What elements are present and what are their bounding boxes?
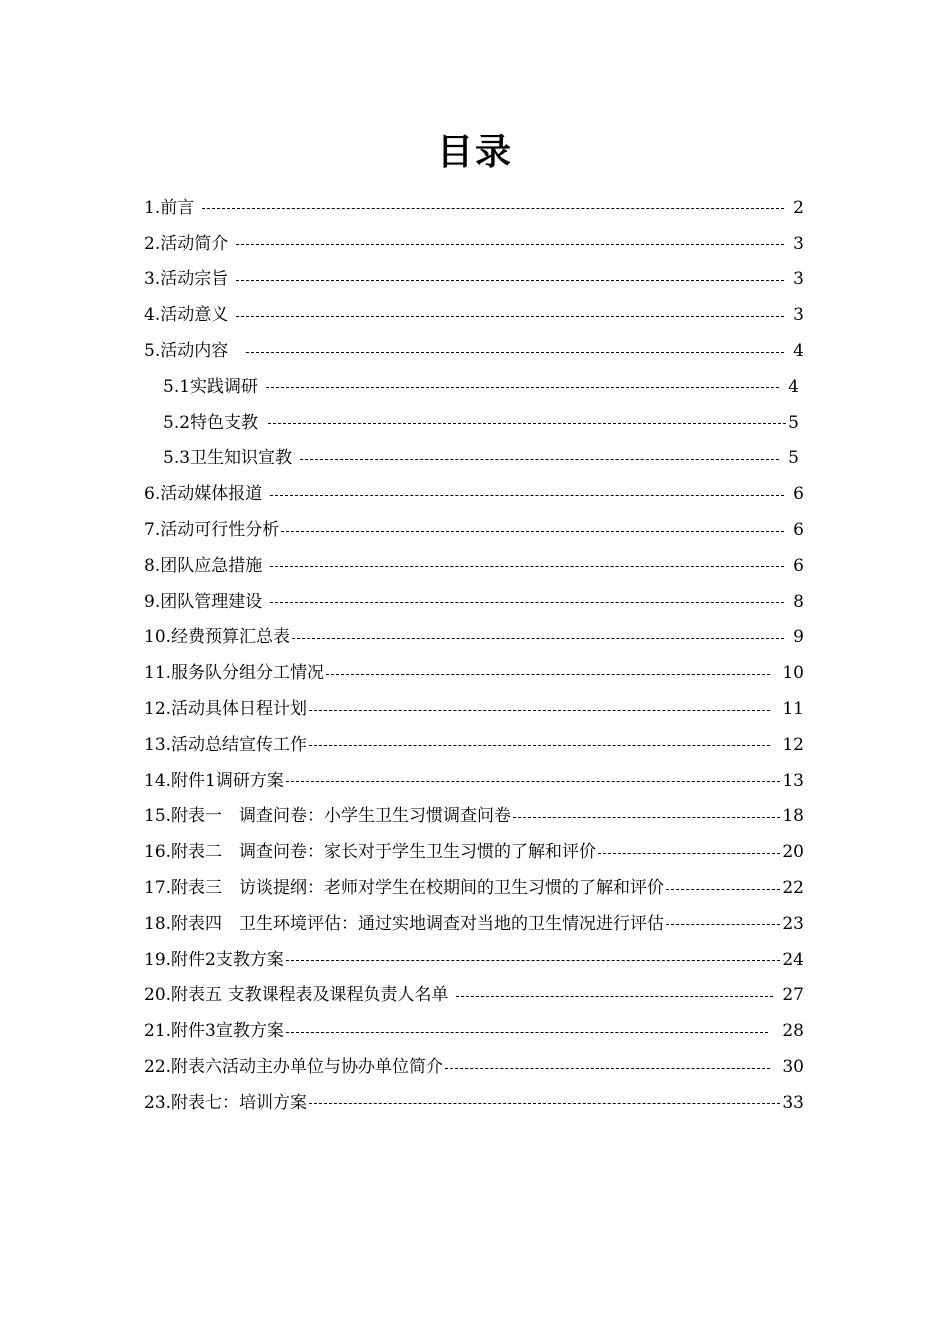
toc-leader-line	[666, 924, 780, 925]
toc-page-number: 18	[782, 806, 804, 827]
toc-page-number: 6	[793, 555, 804, 576]
toc-page-number: 23	[782, 913, 804, 934]
toc-entry-9[interactable]	[0, 584, 950, 620]
toc-leader-line	[268, 423, 786, 424]
toc-entry-label: 17.附表三 访谈提纲：老师对学生在校期间的卫生习惯的了解和评价	[144, 878, 665, 899]
toc-leader-line	[266, 387, 779, 388]
toc-page-number: 9	[793, 627, 804, 648]
toc-page-number: 2	[793, 197, 804, 218]
toc-entry-8[interactable]	[0, 548, 950, 584]
toc-leader-line	[513, 817, 780, 818]
toc-entry-label: 4.活动意义	[144, 305, 229, 326]
toc-entry-label: 5.2特色支教	[163, 412, 259, 433]
toc-leader-line	[292, 638, 784, 639]
table-of-contents	[0, 190, 950, 1121]
toc-entry-label: 23.附表七：培训方案	[144, 1092, 308, 1113]
toc-entry-15[interactable]	[0, 799, 950, 835]
toc-entry-4[interactable]	[0, 297, 950, 333]
toc-entry-label: 7.活动可行性分析	[144, 520, 280, 541]
toc-entry-10[interactable]	[0, 620, 950, 656]
toc-entry-label: 16.附表二 调查问卷：家长对于学生卫生习惯的了解和评价	[144, 842, 597, 863]
toc-entry-label: 5.活动内容	[144, 341, 229, 362]
toc-leader-line	[286, 1032, 769, 1033]
page-title: 目录	[436, 131, 513, 173]
toc-leader-line	[456, 996, 773, 997]
toc-entry-label: 15.附表一 调查问卷：小学生卫生习惯调查问卷	[144, 806, 512, 827]
toc-leader-line	[236, 316, 784, 317]
toc-entry-label: 18.附表四 卫生环境评估：通过实地调查对当地的卫生情况进行评估	[144, 913, 665, 934]
toc-entry-label: 10.经费预算汇总表	[144, 627, 291, 648]
toc-entry-13[interactable]	[0, 727, 950, 763]
toc-leader-line	[281, 531, 784, 532]
toc-leader-line	[309, 1103, 780, 1104]
toc-page-number: 22	[782, 878, 804, 899]
toc-leader-line	[286, 960, 781, 961]
toc-entry-3[interactable]	[0, 262, 950, 298]
toc-page-number: 3	[793, 305, 804, 326]
toc-leader-line	[666, 889, 780, 890]
toc-entry-label: 12.活动具体日程计划	[144, 699, 308, 720]
toc-entry-label: 13.活动总结宣传工作	[144, 734, 308, 755]
toc-leader-line	[309, 745, 770, 746]
toc-page-number: 3	[793, 269, 804, 290]
toc-leader-line	[598, 853, 780, 854]
toc-leader-line	[286, 781, 781, 782]
toc-page-number: 10	[782, 663, 804, 684]
toc-entry-label: 9.团队管理建设	[144, 591, 263, 612]
toc-page-number: 20	[782, 842, 804, 863]
toc-entry-5[interactable]	[0, 333, 950, 369]
toc-entry-label: 5.3卫生知识宣教	[163, 448, 293, 469]
toc-page-number: 5	[788, 412, 799, 433]
toc-entry-2[interactable]	[0, 226, 950, 262]
toc-page-number: 12	[782, 734, 804, 755]
toc-leader-line	[236, 244, 784, 245]
toc-leader-line	[236, 280, 784, 281]
toc-entry-label: 21.附件3宣教方案	[144, 1021, 284, 1042]
toc-entry-22[interactable]	[0, 1049, 950, 1085]
toc-page-number: 5	[788, 448, 799, 469]
toc-entry-18[interactable]	[0, 906, 950, 942]
toc-page-number: 30	[782, 1057, 804, 1078]
toc-page-number: 33	[782, 1092, 804, 1113]
toc-page-number: 28	[782, 1021, 804, 1042]
toc-entry-5-1[interactable]	[0, 369, 950, 405]
toc-entry-19[interactable]	[0, 942, 950, 978]
toc-leader-line	[202, 208, 784, 209]
toc-entry-11[interactable]	[0, 655, 950, 691]
toc-leader-line	[246, 352, 784, 353]
toc-entry-7[interactable]	[0, 512, 950, 548]
toc-entry-label: 8.团队应急措施	[144, 555, 263, 576]
toc-entry-16[interactable]	[0, 834, 950, 870]
toc-page-number: 6	[793, 484, 804, 505]
toc-page-number: 4	[788, 376, 799, 397]
toc-leader-line	[270, 495, 784, 496]
toc-entry-23[interactable]	[0, 1085, 950, 1121]
toc-entry-12[interactable]	[0, 691, 950, 727]
toc-entry-label: 19.附件2支教方案	[144, 949, 284, 970]
toc-entry-label: 6.活动媒体报道	[144, 484, 263, 505]
toc-leader-line	[326, 674, 770, 675]
toc-entry-6[interactable]	[0, 476, 950, 512]
toc-entry-label: 1.前言	[144, 197, 195, 218]
toc-entry-label: 14.附件1调研方案	[144, 770, 284, 791]
toc-page-number: 24	[782, 949, 804, 970]
toc-entry-label: 11.服务队分组分工情况	[144, 663, 325, 684]
toc-entry-21[interactable]	[0, 1013, 950, 1049]
toc-page-number: 8	[793, 591, 804, 612]
toc-entry-label: 20.附表五 支教课程表及课程负责人名单	[144, 985, 449, 1006]
toc-leader-line	[309, 710, 770, 711]
toc-entry-label: 22.附表六活动主办单位与协办单位简介	[144, 1057, 444, 1078]
toc-leader-line	[445, 1068, 770, 1069]
toc-entry-label: 2.活动简介	[144, 233, 229, 254]
toc-page-number: 3	[793, 233, 804, 254]
toc-leader-line	[270, 566, 784, 567]
toc-leader-line	[300, 459, 779, 460]
toc-page-number: 11	[782, 699, 804, 720]
toc-entry-14[interactable]	[0, 763, 950, 799]
toc-entry-5-3[interactable]	[0, 441, 950, 477]
toc-entry-1[interactable]	[0, 190, 950, 226]
toc-page-number: 13	[782, 770, 804, 791]
toc-entry-20[interactable]	[0, 978, 950, 1014]
toc-page-number: 6	[793, 520, 804, 541]
toc-entry-17[interactable]	[0, 870, 950, 906]
toc-page-number: 4	[793, 341, 804, 362]
toc-entry-label: 5.1实践调研	[163, 376, 259, 397]
toc-entry-5-2[interactable]	[0, 405, 950, 441]
toc-entry-label: 3.活动宗旨	[144, 269, 229, 290]
toc-leader-line	[270, 602, 784, 603]
toc-page-number: 27	[782, 985, 804, 1006]
